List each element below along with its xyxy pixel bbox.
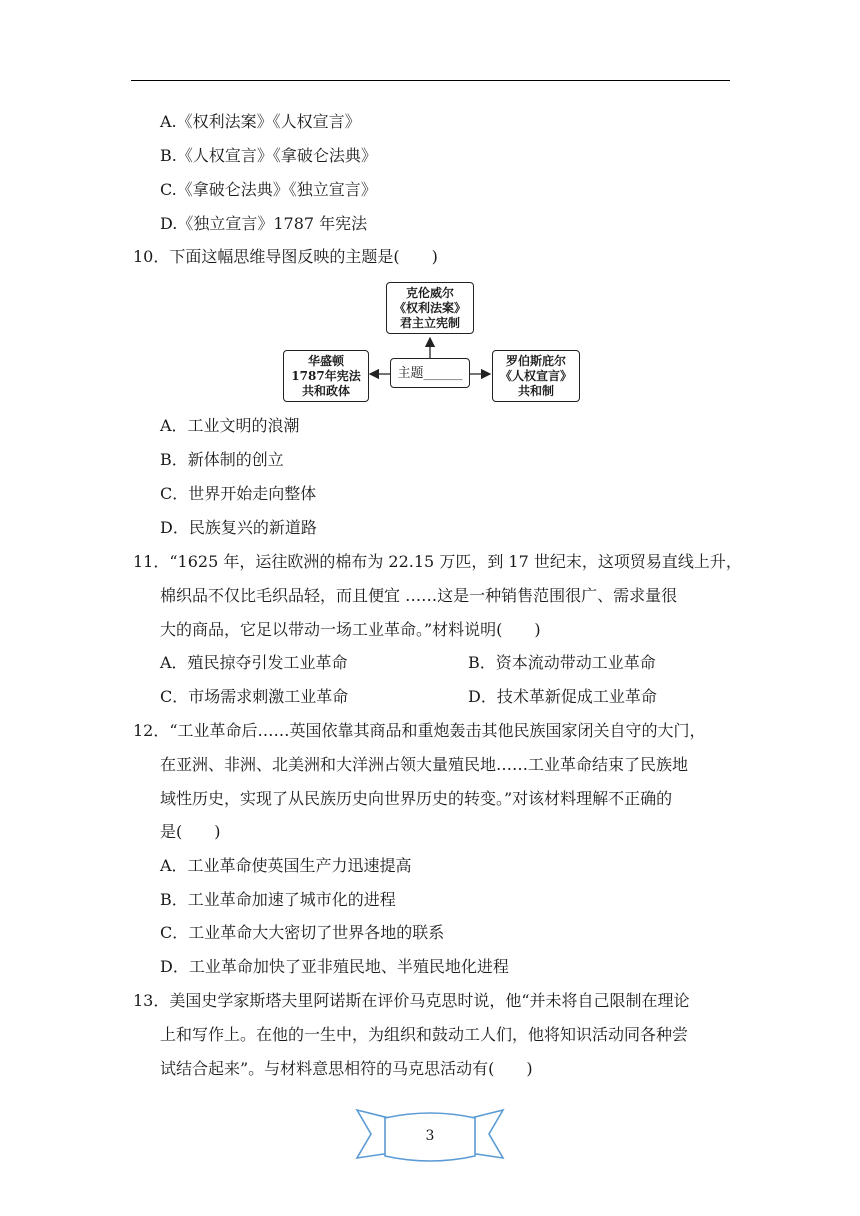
- left-box-line-1: 华盛顿: [307, 353, 344, 368]
- q12-stem-line-4: 是( ): [160, 822, 221, 841]
- q9-option-b: B.《人权宣言》《拿破仑法典》: [160, 146, 377, 165]
- q10-option-d: D．民族复兴的新道路: [160, 518, 317, 537]
- left-box-line-2: 1787年宪法: [291, 368, 361, 383]
- q13-stem-line-1: 13．美国史学家斯塔夫里阿诺斯在评价马克思时说，他“并未将自己限制在理论: [133, 991, 690, 1010]
- top-box-line-3: 君主立宪制: [399, 315, 460, 330]
- q12-stem-line-1: 12．“工业革命后……英国依靠其商品和重炮轰击其他民族国家闭关自守的大门，: [133, 721, 706, 740]
- top-box-line-2: 《权利法案》: [393, 300, 466, 315]
- mind-map-arrows: [0, 0, 860, 420]
- q10-option-c: C．世界开始走向整体: [160, 484, 317, 503]
- q10-option-a: A．工业文明的浪潮: [160, 416, 300, 435]
- right-box-line-2: 《人权宣言》: [499, 368, 572, 383]
- right-box-line-3: 共和制: [517, 383, 554, 398]
- mind-map-center-box: [390, 358, 470, 388]
- mind-map-left-box: [283, 350, 369, 402]
- q12-stem-line-2: 在亚洲、非洲、北美洲和大洋洲占领大量殖民地……工业革命结束了民族地: [160, 755, 689, 774]
- q11-option-c: C．市场需求刺激工业革命: [160, 687, 349, 706]
- q11-stem-line-2: 棉织品不仅比毛织品轻，而且便宜 ……这是一种销售范围很广、需求量很: [160, 586, 678, 605]
- mind-map-right-box: [492, 350, 580, 402]
- q9-option-d: D.《独立宣言》1787 年宪法: [160, 214, 368, 233]
- center-box-label: 主题______: [397, 365, 463, 381]
- q13-stem-line-2: 上和写作上。在他的一生中，为组织和鼓动工人们，他将知识活动同各种尝: [160, 1025, 689, 1044]
- q9-option-c: C.《拿破仑法典》《独立宣言》: [160, 180, 377, 199]
- q12-option-c: C．工业革命大大密切了世界各地的联系: [160, 923, 445, 942]
- q11-option-a: A．殖民掠夺引发工业革命: [160, 653, 348, 672]
- q9-option-a: A.《权利法案》《人权宣言》: [160, 112, 361, 131]
- q12-stem-line-3: 域性历史，实现了从民族历史向世界历史的转变。”对该材料理解不正确的: [160, 789, 673, 808]
- mind-map-top-box: [386, 282, 474, 334]
- q12-option-b: B．工业革命加速了城市化的进程: [160, 890, 396, 909]
- q11-option-d: D．技术革新促成工业革命: [468, 687, 657, 706]
- left-box-line-3: 共和政体: [301, 383, 350, 398]
- q11-option-b: B．资本流动带动工业革命: [468, 653, 656, 672]
- page-number: 3: [425, 1128, 435, 1144]
- q11-stem-line-1: 11．“1625 年，运往欧洲的棉布为 22.15 万匹，到 17 世纪末，这项贸易直线上升，: [133, 552, 742, 571]
- q10-stem: 10．下面这幅思维导图反映的主题是( ): [133, 247, 438, 266]
- top-box-line-1: 克伦威尔: [405, 285, 454, 300]
- q10-option-b: B．新体制的创立: [160, 450, 284, 469]
- q12-option-d: D．工业革命加快了亚非殖民地、半殖民地化进程: [160, 957, 509, 976]
- q12-option-a: A．工业革命使英国生产力迅速提高: [160, 856, 412, 875]
- q13-stem-line-3: 试结合起来”。与材料意思相符的马克思活动有( ): [160, 1059, 533, 1078]
- q11-stem-line-3: 大的商品，它足以带动一场工业革命。”材料说明( ): [160, 620, 541, 639]
- right-box-line-1: 罗伯斯庇尔: [505, 353, 566, 368]
